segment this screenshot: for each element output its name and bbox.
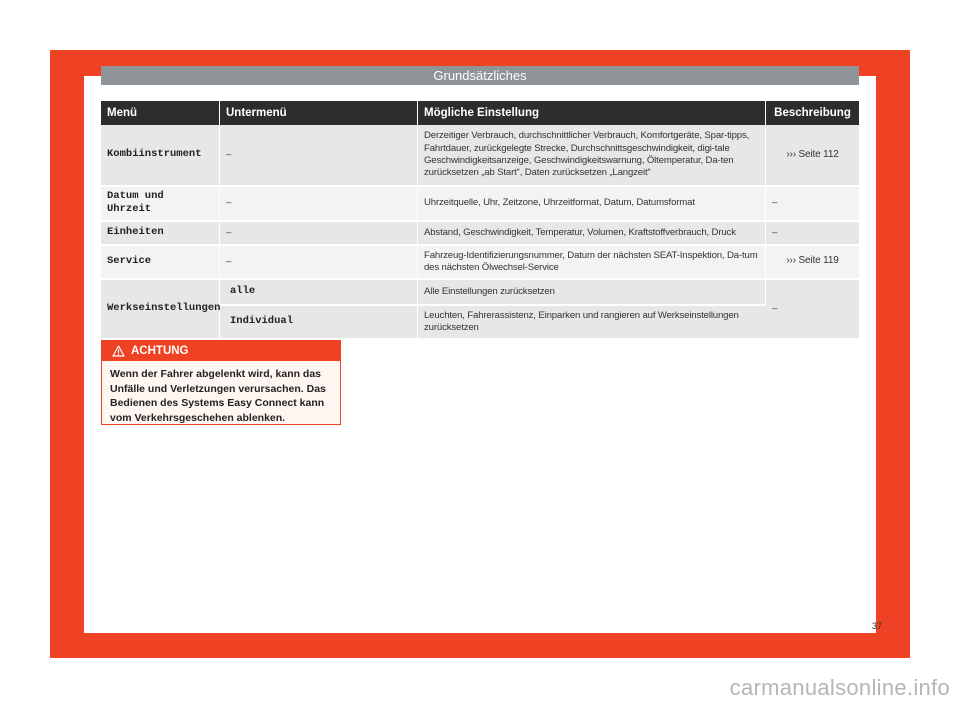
menu-cell: Service [101, 246, 220, 280]
menu-cell: Werkseinstellungen [101, 280, 220, 340]
column-header-description: Beschreibung [766, 101, 859, 125]
submenu-cell: – [220, 125, 418, 187]
menu-cell: Datum und Uhrzeit [101, 187, 220, 222]
description-link[interactable]: ››› Seite 119 [766, 246, 859, 280]
description-cell: – [766, 187, 859, 222]
setting-cell: Leuchten, Fahrerassistenz, Einparken und rangieren auf Werkseinstellungen zurücksetzen [418, 306, 766, 340]
description-cell: – [766, 280, 859, 340]
warning-triangle-icon [112, 345, 125, 357]
warning-box [101, 340, 341, 425]
setting-cell: Alle Einstellungen zurücksetzen [418, 280, 766, 306]
submenu-cell: alle [220, 280, 418, 306]
submenu-cell: – [220, 246, 418, 280]
submenu-cell: – [220, 222, 418, 246]
submenu-cell: Individual [220, 306, 418, 340]
table-row [101, 187, 859, 222]
settings-table [101, 101, 859, 340]
table-row [101, 125, 859, 187]
setting-cell: Fahrzeug-Identifizierungsnummer, Datum der nächsten SEAT-Inspektion, Da-tum des nächsten Ölwechsel-Service [418, 246, 766, 280]
description-cell: – [766, 222, 859, 246]
menu-cell: Kombiinstrument [101, 125, 220, 187]
table-row [101, 280, 859, 306]
section-title: Grundsätzliches [101, 66, 859, 85]
page-number: 37 [872, 621, 883, 631]
column-header-setting: Mögliche Einstellung [418, 101, 766, 125]
column-header-menu: Menü [101, 101, 220, 125]
column-header-submenu: Untermenü [220, 101, 418, 125]
setting-cell: Uhrzeitquelle, Uhr, Zeitzone, Uhrzeitformat, Datum, Datumsformat [418, 187, 766, 222]
warning-text: Wenn der Fahrer abgelenkt wird, kann das Unfälle und Verletzungen verursachen. Das Bedienen des Systems Easy Connect kann vom Verkehrsgeschehen ablenken. [110, 368, 326, 425]
submenu-cell: – [220, 187, 418, 222]
watermark: carmanualsonline.info [729, 675, 950, 700]
description-link[interactable]: ››› Seite 112 [766, 125, 859, 187]
warning-title: ACHTUNG [131, 345, 189, 357]
setting-cell: Abstand, Geschwindigkeit, Temperatur, Volumen, Kraftstoffverbrauch, Druck [418, 222, 766, 246]
table-row [101, 246, 859, 280]
table-header-row [101, 101, 859, 125]
warning-header [102, 341, 340, 361]
menu-cell: Einheiten [101, 222, 220, 246]
setting-cell: Derzeitiger Verbrauch, durchschnittlicher Verbrauch, Komfortgeräte, Spar-tipps, Fahrtdauer, zurückgelegte Strecke, Durchschnittsgeschwindigkeit, digi-tale Geschwindigkeitsanzeige, Geschwindigkeitswarnung, Öltemperatur, Da-ten zurücksetzen „ab Start“, Daten zurücksetzen „Langzeit“ [418, 125, 766, 187]
table-row [101, 222, 859, 246]
